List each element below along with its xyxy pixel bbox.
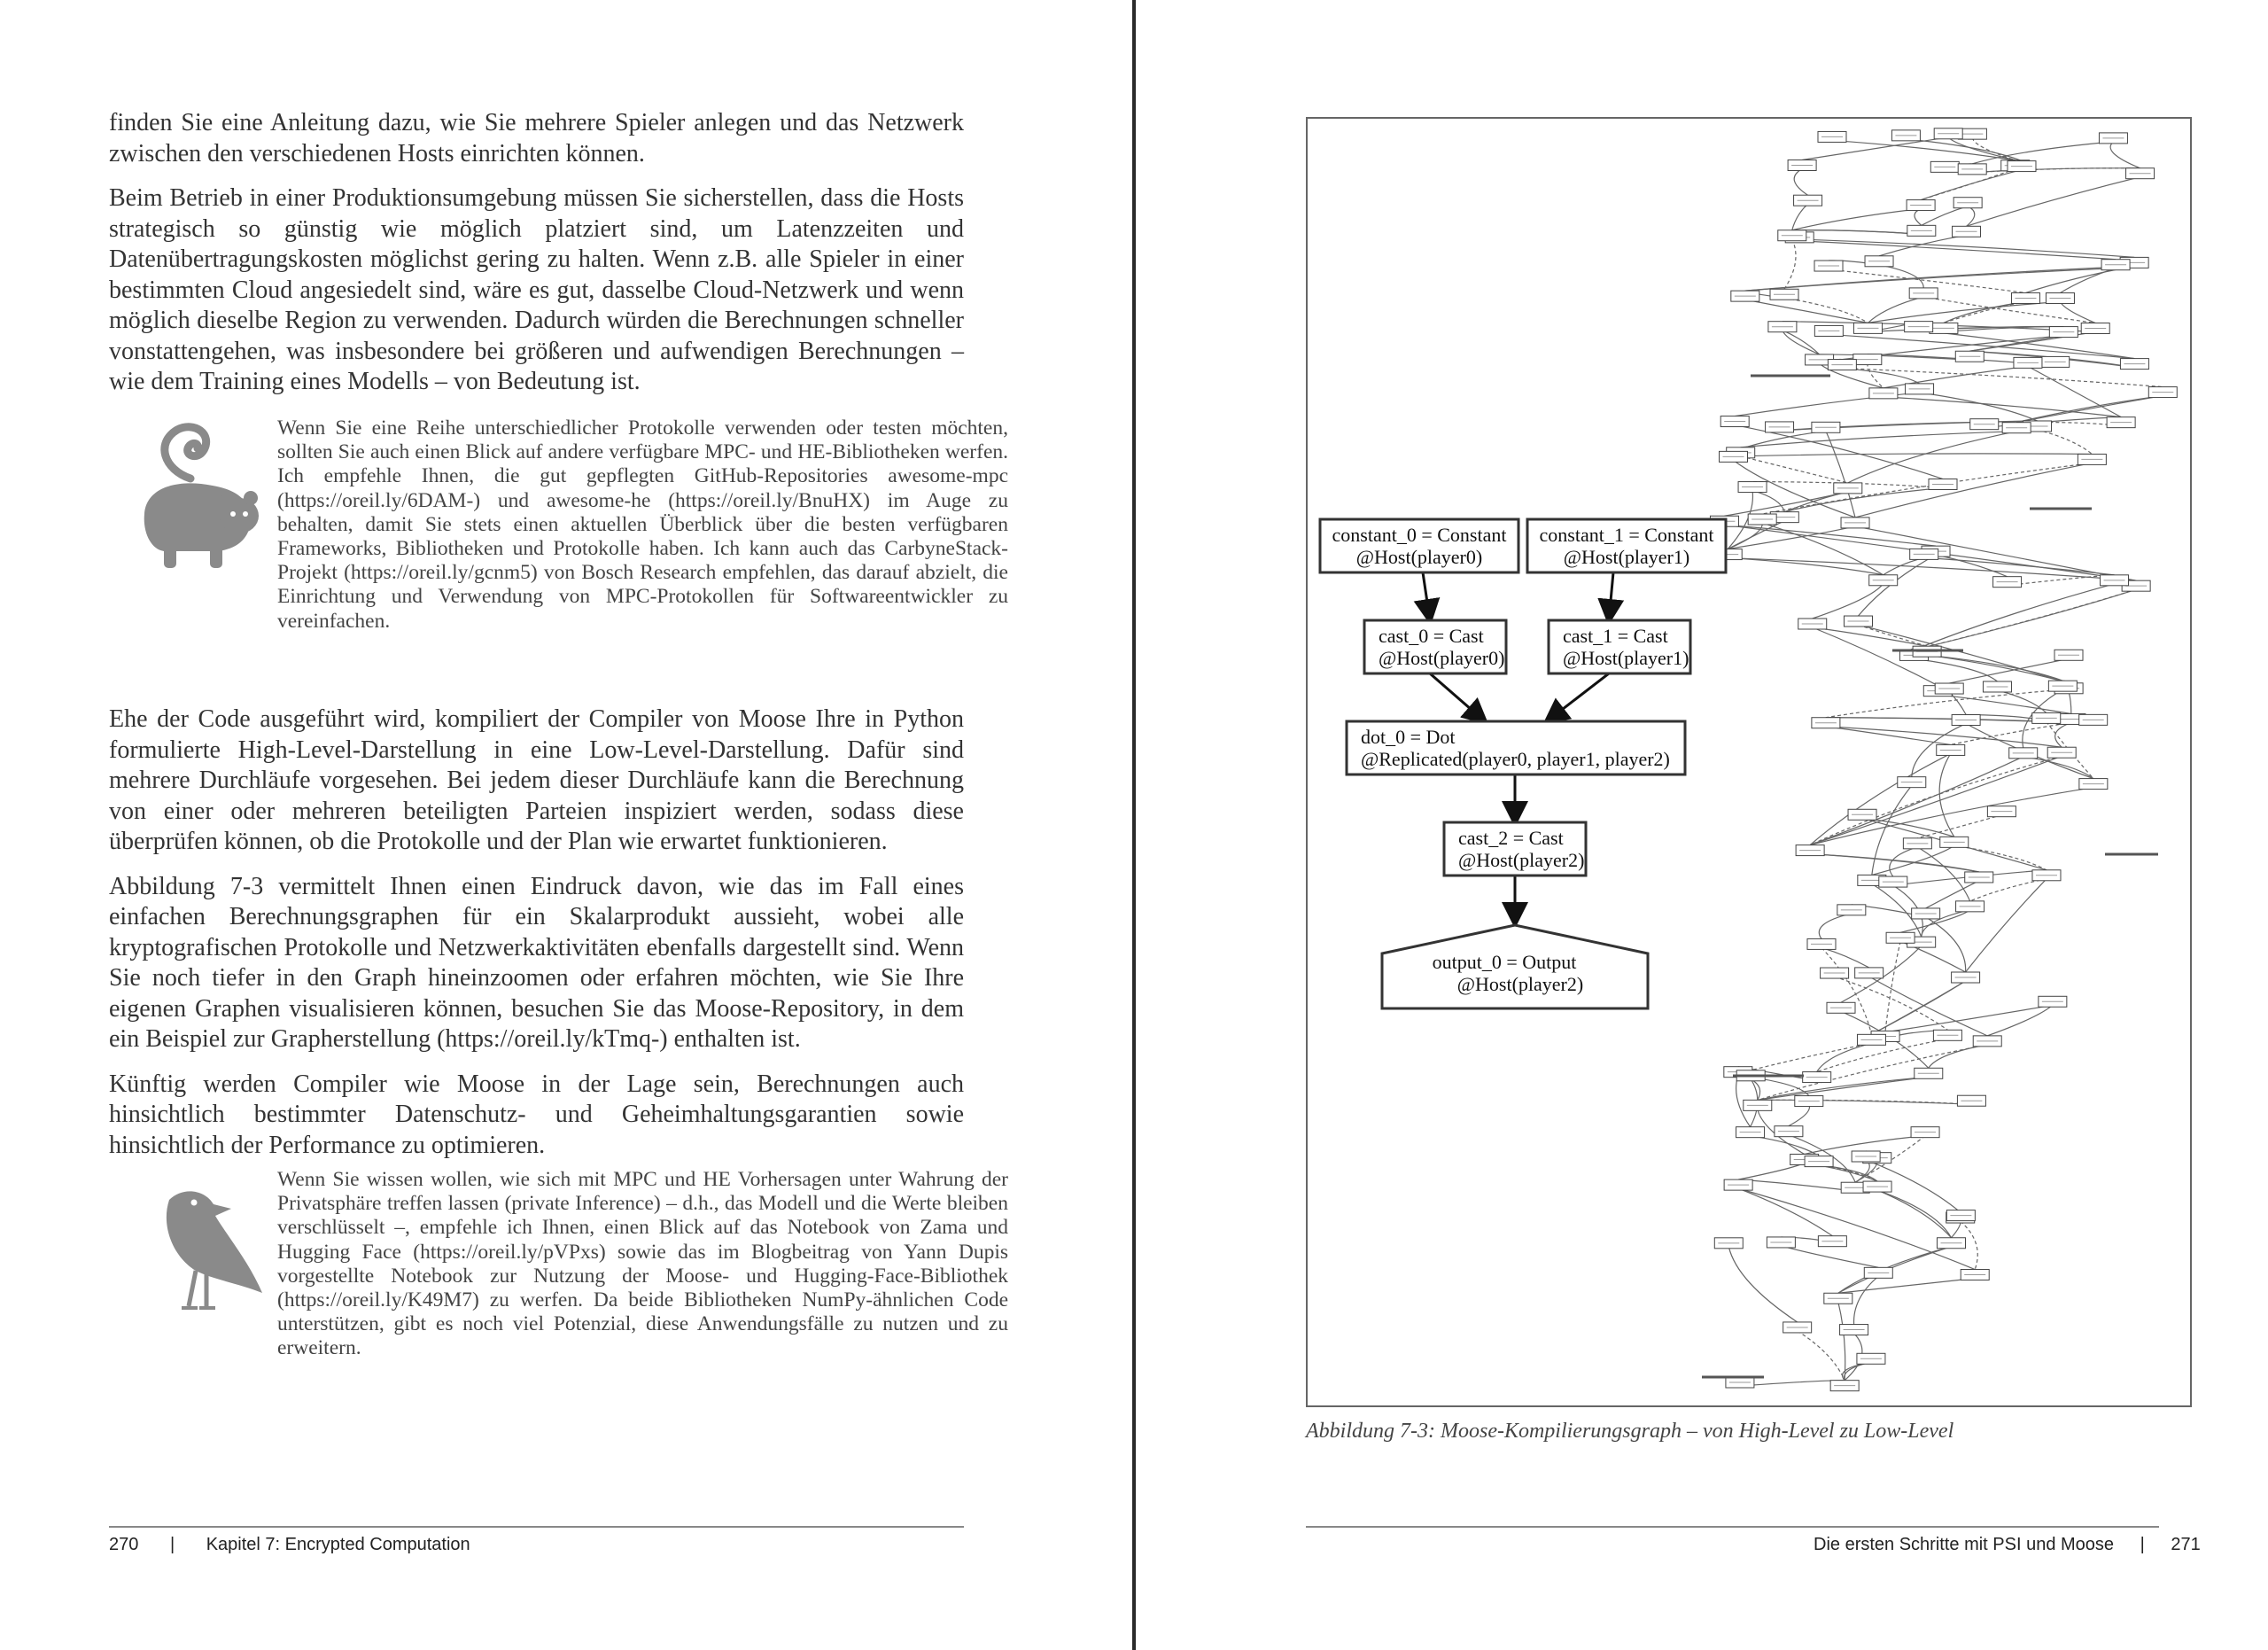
node-output-0 xyxy=(1382,925,1648,1008)
low-level-edge xyxy=(1738,1188,1832,1236)
low-level-edge xyxy=(1869,977,1988,1036)
low-level-edge xyxy=(1810,753,1951,844)
low-level-edge xyxy=(1872,845,1954,875)
low-level-edge xyxy=(1794,169,1807,196)
footer-right xyxy=(1814,1535,2201,1555)
body-text-top xyxy=(109,108,964,412)
low-level-edge xyxy=(2008,575,2115,586)
edge-cast1-dot0 xyxy=(1547,673,1609,721)
low-level-edge xyxy=(1838,1302,1845,1380)
figure-frame xyxy=(1306,117,2192,1407)
low-level-edge xyxy=(1927,655,2062,681)
low-level-edge xyxy=(1738,1188,1975,1269)
low-level-edge xyxy=(1914,589,2136,650)
low-level-edge xyxy=(1914,589,2136,650)
low-level-edge xyxy=(2023,757,2093,779)
compilation-graph xyxy=(1308,119,2190,1405)
low-level-edge xyxy=(1862,818,1954,837)
low-level-edge xyxy=(1967,177,2140,227)
node-output-0-line2: @Host(player2) xyxy=(1456,973,1584,995)
tip-note-2 xyxy=(109,1168,1008,1398)
node-dot-0 xyxy=(1347,721,1685,774)
low-level-edge xyxy=(1745,269,2116,291)
node-cast-1-line2: @Host(player1) xyxy=(1563,647,1689,669)
edge-cast0-dot0 xyxy=(1430,673,1485,721)
low-level-edge xyxy=(1879,265,1923,288)
low-level-edge xyxy=(1813,627,1927,646)
tip-note-1 xyxy=(109,416,1008,673)
low-level-edge xyxy=(2038,430,2093,454)
node-cast-0 xyxy=(1364,620,1506,673)
footer-left xyxy=(109,1535,470,1555)
low-level-edge xyxy=(1741,456,1848,483)
node-dot-0-line2: @Replicated(player0, player1, player2) xyxy=(1361,748,1670,770)
low-level-edge xyxy=(1741,432,2016,448)
low-level-edge xyxy=(1728,1247,1797,1322)
node-cast-2 xyxy=(1444,822,1586,876)
low-level-edge xyxy=(1987,1005,2053,1036)
low-level-graph xyxy=(1702,128,2177,1391)
node-constant-1 xyxy=(1527,519,1726,572)
left-page xyxy=(0,0,1132,1650)
low-level-edge xyxy=(1885,941,1900,1031)
body-text-bottom xyxy=(109,704,964,1175)
low-level-edge xyxy=(1944,301,2026,323)
low-level-edge xyxy=(1927,655,2069,683)
figure-caption: Abbildung 7-3: Moose-Kompilierungsgraph – von High-Level zu Low-Level xyxy=(1306,1420,1954,1443)
node-cast-0-line1: cast_0 = Cast xyxy=(1379,625,1484,647)
low-level-edge xyxy=(1884,397,2121,417)
node-constant-1-line2: @Host(player1) xyxy=(1563,546,1690,568)
low-level-edge xyxy=(1799,241,2116,260)
lemur-icon xyxy=(128,416,275,572)
footer-rule-left xyxy=(109,1526,964,1528)
high-level-graph xyxy=(1320,519,1726,1008)
low-level-edge xyxy=(1752,491,1784,512)
low-level-edge xyxy=(1821,947,1871,1034)
low-level-edge xyxy=(1783,331,1820,354)
section-title: Die ersten Schritte mit PSI und Moose xyxy=(1814,1535,2115,1554)
low-level-edge xyxy=(1810,854,1979,872)
low-level-edge xyxy=(1972,168,2140,173)
node-output-0-line1: output_0 = Output xyxy=(1432,951,1577,973)
low-level-edge xyxy=(1784,298,1868,323)
low-level-edge xyxy=(1762,523,1884,575)
low-level-edge xyxy=(1738,1163,1805,1179)
low-level-edge xyxy=(1821,947,1869,967)
node-cast-1-line1: cast_1 = Cast xyxy=(1563,625,1668,647)
low-level-edge xyxy=(1741,454,2093,456)
node-constant-1-line1: constant_1 = Constant xyxy=(1539,524,1714,546)
low-level-edge xyxy=(1842,369,2163,387)
low-level-edge xyxy=(2110,142,2140,168)
low-level-edge xyxy=(1810,757,2023,845)
low-level-edge xyxy=(1967,206,1975,227)
low-level-edge xyxy=(1826,431,1855,518)
low-level-edge xyxy=(1842,369,1919,384)
low-level-edge xyxy=(1781,1246,1878,1267)
low-level-edge xyxy=(1915,209,1922,226)
node-dot-0-line1: dot_0 = Dot xyxy=(1361,726,1456,748)
low-level-edge xyxy=(1798,1331,1845,1381)
low-level-edge xyxy=(1826,727,1951,745)
paragraph-4: Abbildung 7-3 vermittelt Ihnen einen Eindruck davon, wie das im Fall eines einfachen Berechnungsgraphen für ein Skalarprodukt aussieht, wobei alle kryptografischen Protokolle und Netzwerkaktivitäten ebenfalls dargestellt sind. Wenn Sie noch tiefer in den Graph hineinzoomen oder erfahren möchten, wie Sie Ihre eigenen Graphen visualisieren können, besuchen Sie das Moose-Repository, in dem ein Beispiel zur Grapherstellung (https://oreil.ly/kTmq-) enthalten ist. xyxy=(109,872,964,1053)
low-level-edge xyxy=(1789,1105,1810,1126)
node-constant-0 xyxy=(1320,519,1518,572)
paragraph-5: Künftig werden Compiler wie Moose in der Lage sein, Berechnungen auch hinsichtlich bestimmter Datenschutz- und Geheimhaltungsgarantien sowie hinsichtlich der Performance zu optimieren. xyxy=(109,1070,964,1159)
low-level-edge xyxy=(1783,331,1820,354)
low-level-edge xyxy=(1728,526,1855,549)
low-level-edge xyxy=(1858,625,2069,683)
low-level-edge xyxy=(1868,302,2060,323)
node-cast-2-line2: @Host(player2) xyxy=(1458,849,1585,871)
low-level-edge xyxy=(1917,847,1969,901)
tip-note-1-text: Wenn Sie eine Reihe unterschiedlicher Protokolle verwenden oder testen möchten, sollten Sie auch einen Blick auf andere verfügbare MPC- und HE-Bibliotheken werfen. Ich empfehle Ihnen, die gut gepflegten GitHub-Repositories awesome-mpc (https://oreil.ly/6DAM-) und awesome-he (https://oreil.ly/BnuHX) im Auge zu behalten, damit Sie stets einen aktuellen Überblick über die besten verfügbaren Frameworks, Bibliotheken und Protokolle haben. Ich kann auch das CarbyneStack-Projekt (https://oreil.ly/gcnm5) von Bosch Research empfehlen, das darauf abzielt, die Einrichtung und Verwendung von MPC-Protokollen für Softwareentwickler zu vereinfachen. xyxy=(277,416,1008,633)
low-level-edge xyxy=(1914,584,2114,650)
low-level-edge xyxy=(1792,209,1921,230)
low-level-edge xyxy=(1810,854,1979,872)
tip-note-2-text: Wenn Sie wissen wollen, wie sich mit MPC und HE Vorhersagen unter Wahrung der Privatsphäre treffen lassen (private Inference) – d.h., das Modell und die Werte bleiben verschlüsselt –, empfehle ich Ihnen, einen Blick auf das Notebook von Zama und Hugging Face (https://oreil.ly/pVPxs) sowie das im Blogbeitrag von Yann Dupis vorgestellte Notebook zur Nutzung der Moose- und Hugging-Face-Bibliothek (https://oreil.ly/K49M7) zu werfen. Da beide Bibliotheken NumPy-ähnlichen Code unterstützen, gibt es noch viel Potenzial, diese Anwendungsfälle zu nutzen und zu erweitern. xyxy=(277,1168,1008,1360)
low-level-edge xyxy=(1917,815,2001,838)
paragraph-2: Beim Betrieb in einer Produktionsumgebung müssen Sie sicherstellen, dass die Hosts strategisch so günstig wie möglich platziert sind, um Latenzzeiten und Datenübertragungskosten möglichst gering zu halten. Wenn z.B. alle Spieler in einer bestimmten Cloud angesiedelt sind, wäre es gut, dasselbe Cloud-Netzwerk und wenn möglich dieselbe Region zu verwenden. Dadurch würden die Berechnungen schneller vonstattengehen, was insbesondere bei größeren und aufwendigen Berechnungen – wie dem Training eines Modells – von Bedeutung ist. xyxy=(109,184,964,395)
low-level-edge xyxy=(1758,1077,1929,1100)
low-level-edge xyxy=(2060,302,2095,323)
low-level-edge xyxy=(1728,558,1883,575)
low-level-edge xyxy=(1745,300,1868,323)
low-level-edge xyxy=(1997,690,2046,712)
footer-rule-right xyxy=(1306,1526,2159,1528)
low-level-edge xyxy=(1819,914,1852,939)
page-number-right: 271 xyxy=(2171,1535,2201,1554)
edge-constant0-cast0 xyxy=(1423,572,1430,620)
chapter-title: Kapitel 7: Encrypted Computation xyxy=(206,1535,470,1554)
low-level-edge xyxy=(1792,204,1808,230)
node-constant-0-line2: @Host(player0) xyxy=(1355,546,1483,568)
low-level-edge xyxy=(2028,366,2121,416)
low-level-edge xyxy=(1843,1362,1871,1380)
low-level-edge xyxy=(1919,331,2135,359)
low-level-edge xyxy=(1792,239,2134,258)
low-level-edge xyxy=(1944,301,2026,323)
node-cast-2-line1: cast_2 = Cast xyxy=(1458,827,1564,849)
edge-constant1-cast1 xyxy=(1609,572,1613,620)
low-level-edge xyxy=(1751,1043,1871,1070)
low-level-edge xyxy=(1784,492,1847,512)
low-level-edge xyxy=(1784,239,1796,290)
page-number-left: 270 xyxy=(109,1535,139,1554)
paragraph-1: finden Sie eine Anleitung dazu, wie Sie mehrere Spieler anlegen und das Netzwerk zwischen den verschiedenen Hosts einrichten können. xyxy=(109,109,964,167)
low-level-edge xyxy=(1740,1381,1845,1386)
node-cast-0-line2: @Host(player0) xyxy=(1379,647,1505,669)
footer-separator-left: | xyxy=(169,1535,175,1554)
node-cast-1 xyxy=(1549,620,1690,673)
low-level-edge xyxy=(1939,753,1954,837)
low-level-edge xyxy=(1929,1045,1987,1068)
low-level-edge xyxy=(1738,1179,1855,1191)
low-level-edge xyxy=(2069,692,2071,714)
footer-separator-right: | xyxy=(2140,1535,2145,1554)
paragraph-3: Ehe der Code ausgeführt wird, kompiliert der Compiler von Moose Ihre in Python formulierte High-Level-Darstellung in eine Low-Level-Darstellung. Dafür sind mehrere Durchläufe vorgesehen. Bei jedem dieser Durchläufe kann die Berechnung von einer oder mehreren beteiligten Parteien inspiziert werden, sodass diese überprüfen können, ob die Protokolle und der Plan wie erwartet funktionieren. xyxy=(109,705,964,855)
low-level-edge xyxy=(1817,1043,1872,1071)
low-level-edge xyxy=(1966,879,2047,972)
crow-icon xyxy=(143,1173,289,1328)
node-constant-0-line1: constant_0 = Constant xyxy=(1332,524,1507,546)
